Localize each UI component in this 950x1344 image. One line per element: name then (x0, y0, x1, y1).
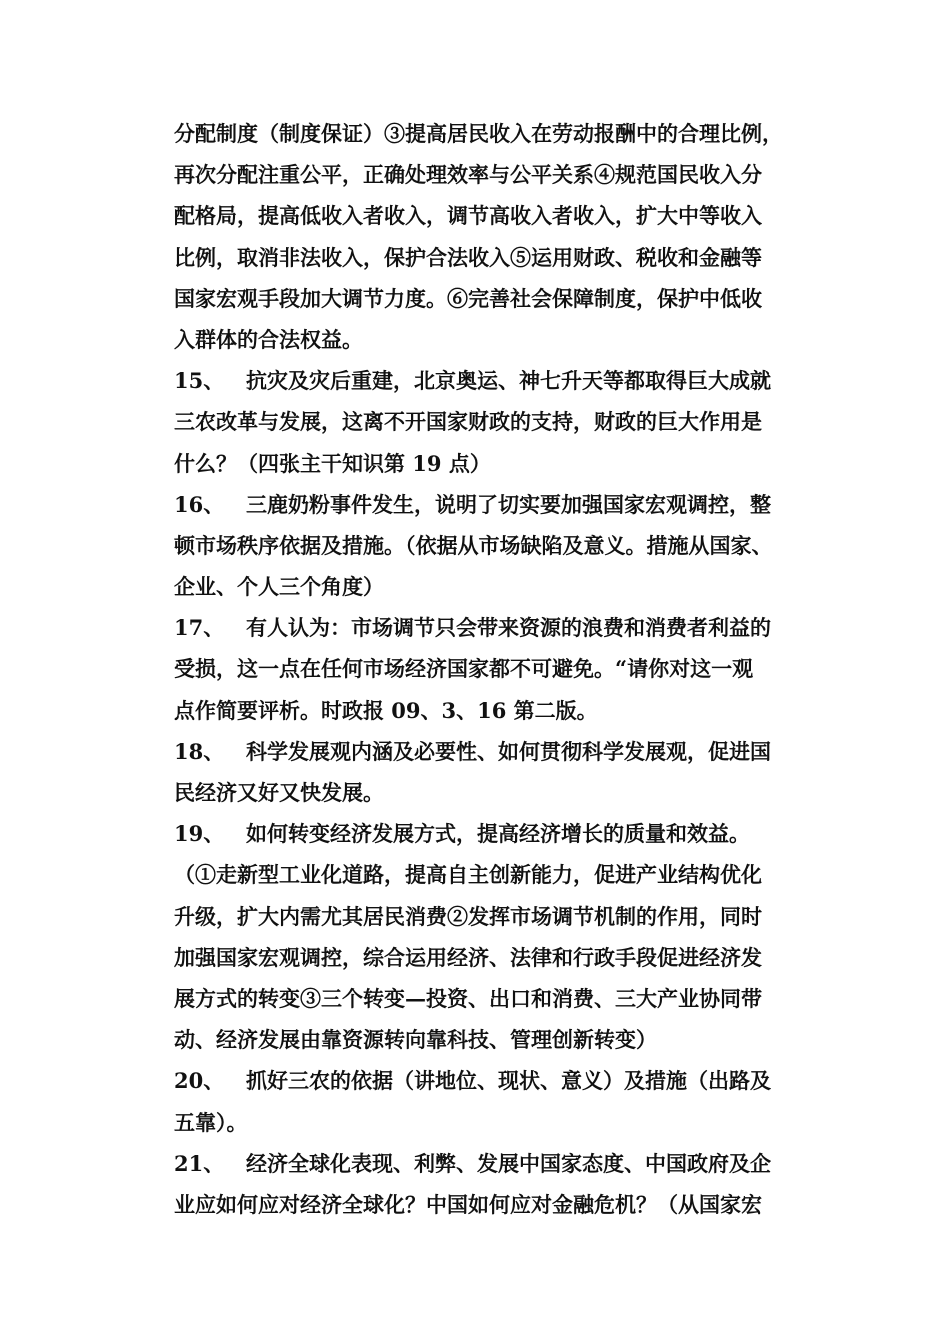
item-17-first-line (174, 607, 834, 648)
item-17-number: 17、 (174, 615, 225, 641)
item-19 (174, 813, 834, 1060)
item-14-line: 分配制度（制度保证）③提高居民收入在劳动报酬中的合理比例， (174, 121, 783, 146)
item-21-line: 业应如何应对经济全球化？中国如何应对金融危机？（从国家宏 (174, 1191, 762, 1217)
item-18-line: 民经济又好又快发展。 (174, 780, 384, 805)
item-18-number: 18、 (174, 738, 225, 764)
item-16-line: 企业、个人三个角度） (174, 574, 384, 600)
item-20 (174, 1060, 834, 1142)
item-20-line: 五靠）。 (174, 1109, 248, 1135)
item-19-line: 动、经济发展由靠资源转向靠科技、管理创新转变） (174, 1027, 657, 1053)
item-17-line: 受损，这一点在任何市场经济国家都不可避免。“请你对这一观 (174, 656, 754, 682)
item-14-line: 国家宏观手段加大调节力度。⑥完善社会保障制度，保护中低收 (174, 285, 762, 311)
item-14-line: 比例，取消非法收入，保护合法收入⑤运用财政、税收和金融等 (174, 244, 762, 270)
item-19-first-line (174, 813, 834, 854)
item-14-line: 配格局，提高低收入者收入，调节高收入者收入，扩大中等收入 (174, 203, 762, 229)
item-18 (174, 731, 834, 813)
item-14-tail (174, 113, 834, 360)
item-21-first-line (174, 1143, 834, 1184)
item-20-text: 抓好三农的依据（讲地位、现状、意义）及措施（出路及 (246, 1068, 771, 1094)
item-19-line: 加强国家宏观调控，综合运用经济、法律和行政手段促进经济发 (174, 944, 762, 970)
item-19-line: 升级，扩大内需尤其居民消费②发挥市场调节机制的作用，同时 (174, 903, 762, 929)
item-16-text: 三鹿奶粉事件发生，说明了切实要加强国家宏观调控，整 (246, 491, 771, 517)
item-14-line: 再次分配注重公平，正确处理效率与公平关系④规范国民收入分 (174, 162, 762, 188)
item-16 (174, 484, 834, 608)
item-16-number: 16、 (174, 491, 225, 517)
item-16-line: 顿市场秩序依据及措施。（依据从市场缺陷及意义。措施从国家、 (174, 532, 773, 558)
item-15-line: 什么？（四张主干知识第 19 点） (174, 450, 491, 476)
item-19-text: 如何转变经济发展方式，提高经济增长的质量和效益。 (246, 821, 750, 847)
item-21 (174, 1143, 834, 1225)
item-18-first-line (174, 731, 834, 772)
item-21-text: 经济全球化表现、利弊、发展中国家态度、中国政府及企 (246, 1150, 771, 1176)
item-17-line: 点作简要评析。时政报 09、3、16 第二版。 (174, 697, 598, 723)
item-16-first-line (174, 484, 834, 525)
item-19-line: （①走新型工业化道路，提高自主创新能力，促进产业结构优化 (174, 862, 762, 888)
item-19-number: 19、 (174, 821, 225, 847)
item-15-text: 抗灾及灾后重建，北京奥运、神七升天等都取得巨大成就 (246, 368, 771, 394)
item-17 (174, 607, 834, 731)
item-15 (174, 360, 834, 484)
item-14-line: 入群体的合法权益。 (174, 326, 363, 352)
item-17-text: 有人认为：市场调节只会带来资源的浪费和消费者利益的 (246, 615, 771, 641)
item-20-first-line (174, 1060, 834, 1101)
item-15-number: 15、 (174, 368, 225, 394)
item-20-number: 20、 (174, 1068, 225, 1094)
item-15-line: 三农改革与发展，这离不开国家财政的支持，财政的巨大作用是 (174, 409, 762, 435)
item-18-text: 科学发展观内涵及必要性、如何贯彻科学发展观，促进国 (246, 738, 771, 764)
document-body (174, 113, 834, 1225)
item-15-first-line (174, 360, 834, 401)
item-19-line: 展方式的转变③三个转变—投资、出口和消费、三大产业协同带 (174, 985, 762, 1011)
item-21-number: 21、 (174, 1150, 225, 1176)
